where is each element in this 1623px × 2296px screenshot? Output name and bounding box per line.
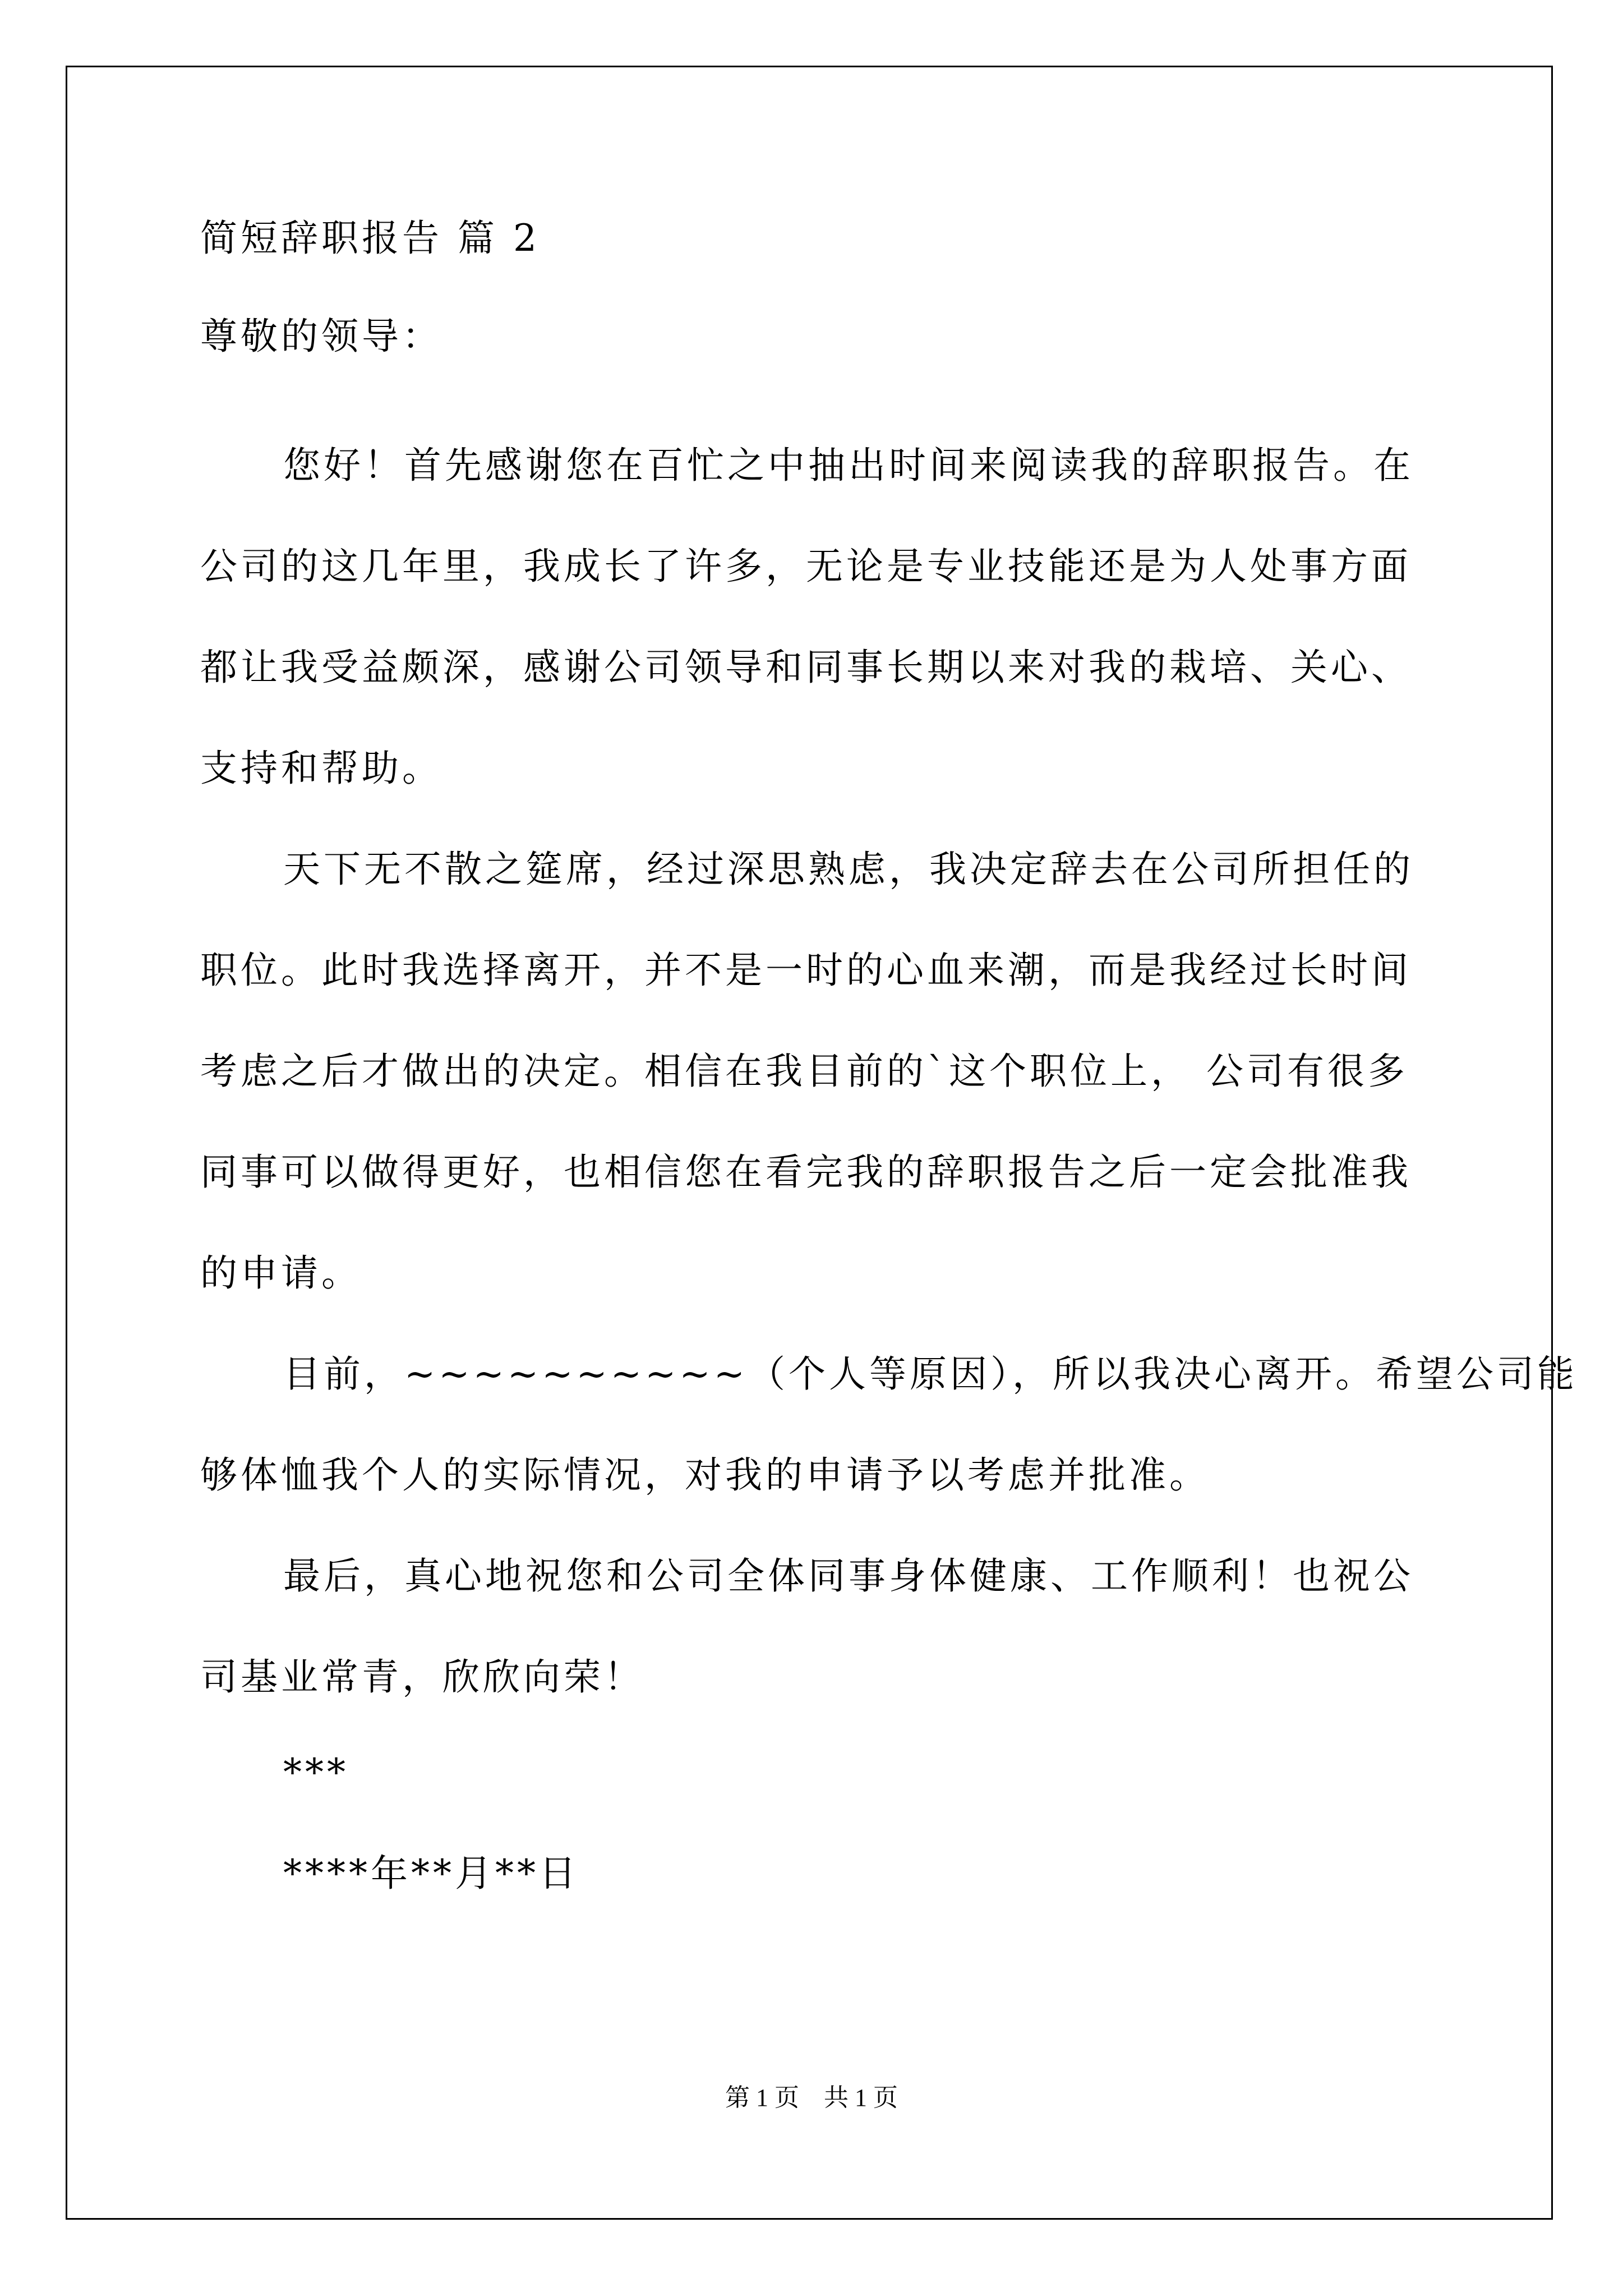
salutation: 尊敬的领导：	[200, 315, 442, 358]
paragraph-1-line-2: 公司的这几年里，我成长了许多，无论是专业技能还是为人处事方面	[200, 545, 1412, 588]
paragraph-2-line-4: 同事可以做得更好，也相信您在看完我的辞职报告之后一定会批准我	[200, 1151, 1412, 1194]
paragraph-1-line-3: 都让我受益颇深，感谢公司领导和同事长期以来对我的栽培、关心、	[200, 646, 1412, 689]
page-number-footer: 第 1 页 共 1 页	[725, 2084, 898, 2111]
document-title: 简短辞职报告 篇 2	[200, 217, 540, 260]
paragraph-2-line-3: 考虑之后才做出的决定。相信在我目前的`这个职位上， 公司有很多	[200, 1050, 1408, 1093]
paragraph-1-line-4: 支持和帮助。	[200, 747, 442, 790]
paragraph-4-line-1: 最后，真心地祝您和公司全体同事身体健康、工作顺利！也祝公	[283, 1554, 1414, 1598]
paragraph-2-line-2: 职位。此时我选择离开，并不是一时的心血来潮，而是我经过长时间	[200, 949, 1412, 992]
paragraph-3-line-2: 够体恤我个人的实际情况，对我的申请予以考虑并批准。	[200, 1453, 1210, 1497]
paragraph-1-line-1: 您好！首先感谢您在百忙之中抽出时间来阅读我的辞职报告。在	[283, 444, 1414, 487]
paragraph-2-line-5: 的申请。	[200, 1251, 362, 1295]
date: ****年**月**日	[283, 1852, 579, 1895]
paragraph-2-line-1: 天下无不散之筵席，经过深思熟虑，我决定辞去在公司所担任的	[283, 848, 1414, 891]
signature: ***	[283, 1751, 349, 1794]
paragraph-3-line-1: 目前，~~~~~~~~~~（个人等原因），所以我决心离开。希望公司能	[283, 1352, 1578, 1396]
paragraph-4-line-2: 司基业常青，欣欣向荣！	[200, 1655, 644, 1699]
